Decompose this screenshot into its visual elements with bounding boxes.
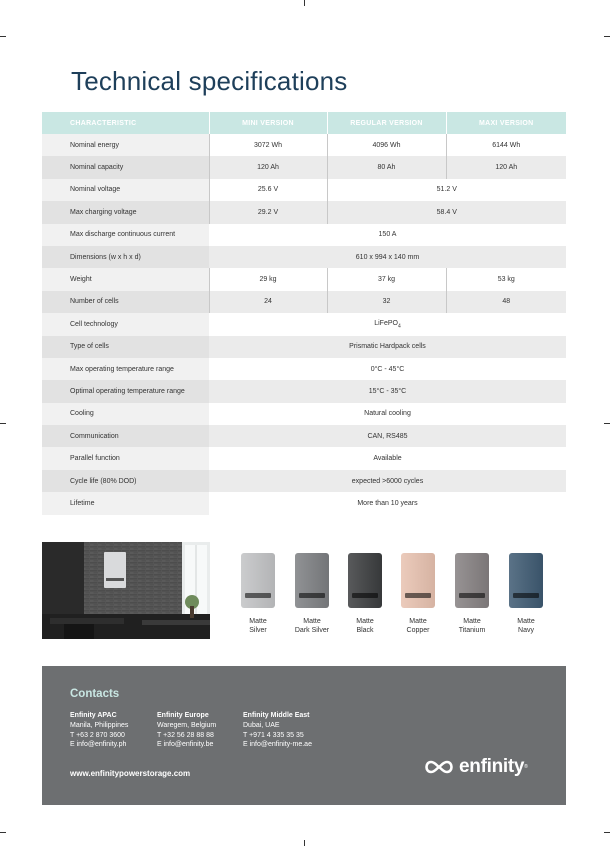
row-label: Communication — [42, 425, 209, 447]
table-cell: 120 Ah — [446, 156, 566, 178]
header-maxi-version: MAXI VERSION — [446, 112, 566, 134]
table-cell: 25.6 V — [209, 179, 327, 201]
table-row — [42, 268, 566, 290]
page-title: Technical specifications — [71, 66, 348, 96]
office-phone[interactable]: T +32 56 28 88 88 — [157, 731, 214, 739]
crop-mark — [604, 36, 610, 37]
row-label: Cooling — [42, 403, 209, 425]
row-label: Number of cells — [42, 291, 209, 313]
header-characteristic: CHARACTERISTIC — [42, 112, 209, 134]
product-color-name: Black — [356, 627, 374, 634]
office-city: Dubai, UAE — [243, 721, 280, 729]
table-row — [42, 246, 566, 268]
product-color-name: Dark Silver — [294, 627, 330, 634]
table-row — [42, 403, 566, 425]
product-finish: Matte — [249, 618, 267, 625]
row-label: Max discharge continuous current — [42, 224, 209, 246]
table-cell: 51.2 V — [327, 179, 566, 201]
table-cell: expected >6000 cycles — [209, 470, 566, 492]
product-dark-silver — [287, 553, 337, 635]
table-cell: Available — [373, 455, 402, 463]
battery-unit-image — [348, 553, 382, 608]
table-cell: 15°C - 35°C — [209, 380, 566, 402]
product-caption — [393, 617, 443, 635]
table-cell: 610 x 994 x 140 mm — [209, 246, 566, 268]
row-label: Nominal voltage — [42, 179, 209, 201]
crop-mark — [604, 423, 610, 424]
table-cell: 80 Ah — [327, 156, 446, 178]
enfinity-logo — [422, 756, 528, 778]
product-color-name: Silver — [249, 627, 267, 634]
row-label: Optimal operating temperature range — [42, 380, 209, 402]
product-navy — [501, 553, 551, 635]
row-label: Dimensions (w x h x d) — [42, 246, 209, 268]
battery-unit-image — [295, 553, 329, 608]
crop-mark — [0, 423, 6, 424]
table-row — [42, 447, 566, 469]
battery-unit-image — [401, 553, 435, 608]
table-cell: 150 A — [378, 231, 397, 239]
table-cell: 3072 Wh — [209, 134, 327, 156]
table-cell: 29.2 V — [209, 201, 327, 223]
table-cell: 48 — [446, 291, 566, 313]
cell-technology-value: LiFePO — [374, 319, 398, 327]
product-caption — [447, 617, 497, 635]
room-photo — [42, 542, 210, 639]
product-titanium — [447, 553, 497, 635]
product-black — [340, 553, 390, 635]
table-cell: 53 kg — [446, 268, 566, 290]
contacts-heading: Contacts — [70, 688, 120, 700]
office-middle-east — [243, 711, 312, 750]
office-email[interactable]: E info@enfinity.be — [157, 741, 214, 749]
row-label: Nominal capacity — [42, 156, 209, 178]
table-cell: 24 — [209, 291, 327, 313]
row-label: Type of cells — [42, 336, 209, 358]
table-row — [42, 156, 566, 178]
product-caption — [340, 617, 390, 635]
table-cell — [209, 313, 566, 335]
office-name: Enfinity Middle East — [243, 712, 310, 719]
website-link[interactable]: www.enfinitypowerstorage.com — [70, 769, 191, 778]
table-row — [42, 179, 566, 201]
table-cell: 4096 Wh — [327, 134, 446, 156]
office-email[interactable]: E info@enfinity.ph — [70, 741, 127, 749]
crop-mark — [304, 840, 305, 846]
table-row — [42, 425, 566, 447]
table-cell: Prismatic Hardpack cells — [209, 336, 566, 358]
table-row — [42, 470, 566, 492]
product-caption — [501, 617, 551, 635]
office-email[interactable]: E info@enfinity-me.ae — [243, 741, 312, 749]
contacts-panel — [42, 666, 566, 805]
product-caption — [287, 617, 337, 635]
crop-mark — [0, 832, 6, 833]
product-color-name: Navy — [518, 627, 534, 634]
battery-unit-image — [509, 553, 543, 608]
office-name: Enfinity Europe — [157, 712, 209, 719]
header-mini-version: MINI VERSION — [209, 112, 327, 134]
office-phone[interactable]: T +971 4 335 35 35 — [243, 731, 304, 739]
table-row — [42, 358, 566, 380]
office-city: Waregem, Belgium — [157, 721, 217, 729]
table-cell: CAN, RS485 — [209, 425, 566, 447]
table-cell: 58.4 V — [327, 201, 566, 223]
table-row — [42, 291, 566, 313]
table-cell: 32 — [327, 291, 446, 313]
table-cell: 29 kg — [209, 268, 327, 290]
row-label: Max charging voltage — [42, 201, 209, 223]
product-color-name: Copper — [406, 627, 430, 634]
table-row — [42, 336, 566, 358]
office-city: Manila, Philippines — [70, 721, 129, 729]
table-cell: 120 Ah — [209, 156, 327, 178]
table-header-row — [42, 112, 566, 134]
table-row — [42, 380, 566, 402]
office-phone[interactable]: T +63 2 870 3600 — [70, 731, 125, 739]
table-cell: 6144 Wh — [446, 134, 566, 156]
office-apac — [70, 711, 128, 750]
logo-registered-mark: ® — [524, 764, 528, 770]
row-label: Cell technology — [42, 313, 209, 335]
header-regular-version: REGULAR VERSION — [327, 112, 446, 134]
product-finish: Matte — [463, 618, 481, 625]
spec-table — [42, 112, 566, 515]
battery-unit-image — [241, 553, 275, 608]
table-row — [42, 492, 566, 514]
logo-wordmark: enfinity — [459, 756, 525, 777]
table-cell: 37 kg — [327, 268, 446, 290]
row-label: Max operating temperature range — [42, 358, 209, 380]
row-label: Cycle life (80% DOD) — [42, 470, 209, 492]
row-label: Weight — [42, 268, 209, 290]
product-finish: Matte — [356, 618, 374, 625]
table-cell: 0°C - 45°C — [370, 365, 405, 373]
office-europe — [157, 711, 216, 750]
subscript: 4 — [397, 323, 401, 330]
product-finish: Matte — [517, 618, 535, 625]
table-cell: Natural cooling — [364, 410, 411, 418]
row-label: Lifetime — [42, 492, 209, 514]
product-caption — [233, 617, 283, 635]
table-row — [42, 224, 566, 246]
infinity-icon — [422, 759, 456, 775]
table-row — [42, 134, 566, 156]
row-label: Parallel function — [42, 447, 209, 469]
table-cell: More than 10 years — [357, 499, 418, 507]
office-name: Enfinity APAC — [70, 712, 117, 719]
crop-mark — [604, 832, 610, 833]
product-finish: Matte — [303, 618, 321, 625]
product-silver — [233, 553, 283, 635]
table-row — [42, 201, 566, 223]
table-row — [42, 313, 566, 335]
room-illustration — [42, 542, 210, 639]
crop-mark — [0, 36, 6, 37]
battery-unit-image — [455, 553, 489, 608]
crop-mark — [304, 0, 305, 6]
product-finish: Matte — [409, 618, 427, 625]
product-copper — [393, 553, 443, 635]
product-color-name: Titanium — [458, 627, 486, 634]
row-label: Nominal energy — [42, 134, 209, 156]
